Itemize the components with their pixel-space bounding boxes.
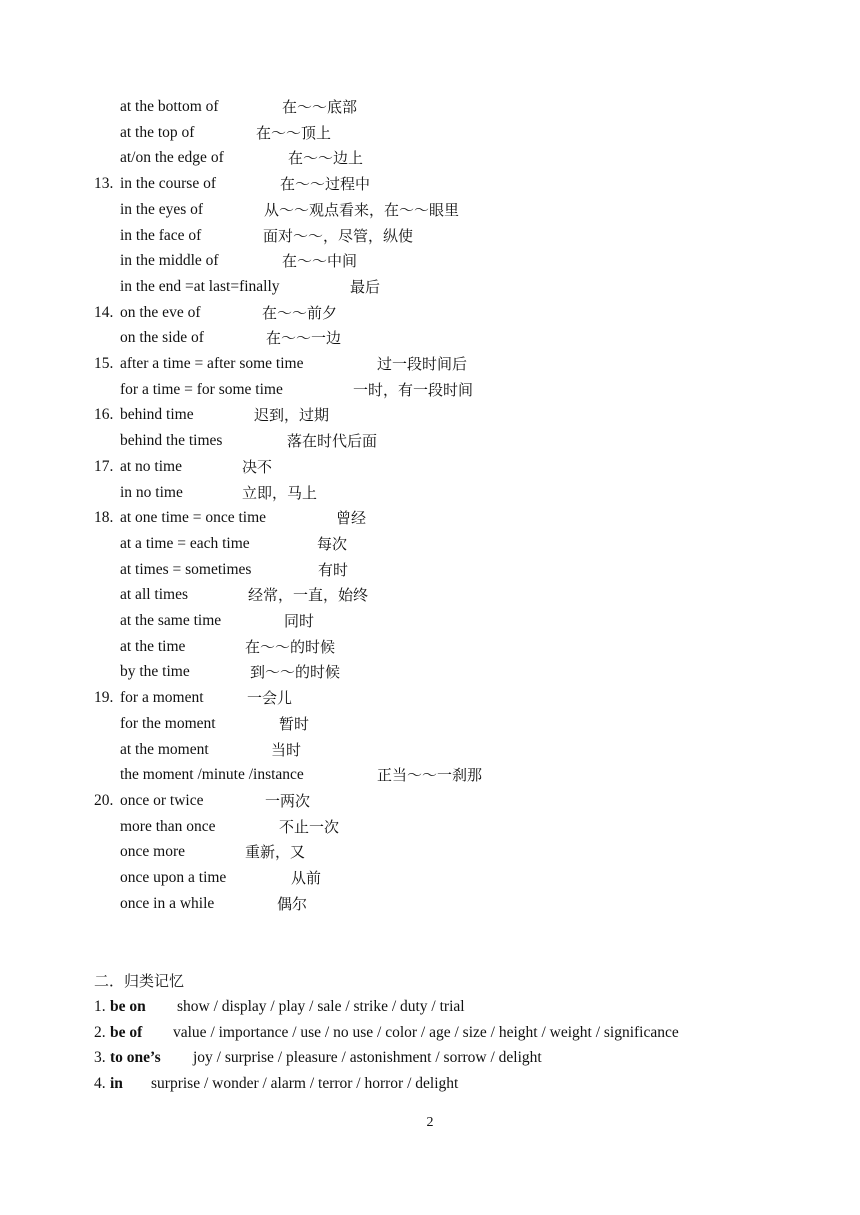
section-heading: 二．归类记忆 — [94, 972, 185, 990]
english-phrase: once more — [120, 843, 185, 861]
english-phrase: once or twice — [120, 791, 204, 809]
category-key: in — [110, 1075, 123, 1093]
english-phrase: in the course of — [120, 175, 216, 193]
entry-number: 13. — [94, 175, 114, 193]
chinese-meaning: 从前 — [291, 869, 322, 887]
english-phrase: at the bottom of — [120, 98, 219, 115]
entry-number: 15. — [94, 355, 114, 372]
english-phrase: at all times — [120, 586, 189, 604]
category-number: 1. — [94, 998, 106, 1015]
entry-number: 19. — [94, 689, 114, 707]
entry-number: 16. — [94, 406, 114, 424]
chinese-meaning: 在～～边上 — [288, 149, 364, 168]
chinese-meaning: 重新，又 — [245, 843, 306, 862]
chinese-meaning: 在～～底部 — [282, 98, 358, 116]
english-phrase: for the moment — [120, 714, 216, 732]
english-phrase: at the same time — [120, 612, 222, 629]
english-phrase: at a time = each time — [120, 534, 250, 552]
chinese-meaning: 过一段时间后 — [377, 355, 468, 373]
chinese-meaning: 经常，一直，始终 — [248, 586, 369, 605]
chinese-meaning: 从～～观点看来，在～～眼里 — [264, 200, 460, 219]
english-phrase: on the side of — [120, 329, 204, 347]
chinese-meaning: 落在时代后面 — [287, 432, 378, 451]
chinese-meaning: 到～～的时候 — [250, 663, 341, 682]
english-phrase: on the eve of — [120, 303, 201, 321]
chinese-meaning: 不止一次 — [279, 817, 340, 836]
category-key: be on — [110, 998, 146, 1015]
chinese-meaning: 同时 — [284, 612, 315, 630]
category-items: surprise / wonder / alarm / terror / horror / delight — [151, 1075, 459, 1093]
chinese-meaning: 在～～中间 — [282, 252, 358, 271]
english-phrase: in no time — [120, 483, 183, 501]
chinese-meaning: 一两次 — [265, 791, 311, 810]
chinese-meaning: 偶尔 — [277, 894, 308, 913]
entry-number: 14. — [94, 303, 114, 321]
category-number: 4. — [94, 1075, 106, 1093]
chinese-meaning: 一时，有一段时间 — [353, 380, 474, 399]
chinese-meaning: 面对～～，尽管，纵使 — [263, 226, 414, 245]
chinese-meaning: 正当～～一刹那 — [377, 766, 483, 785]
chinese-meaning: 曾经 — [336, 509, 367, 528]
chinese-meaning: 最后 — [350, 277, 381, 296]
english-phrase: the moment /minute /instance — [120, 766, 304, 784]
chinese-meaning: 有时 — [318, 560, 349, 579]
english-phrase: behind the times — [120, 432, 223, 450]
chinese-meaning: 暂时 — [279, 714, 310, 733]
chinese-meaning: 在～～过程中 — [280, 175, 371, 194]
chinese-meaning: 在～～一边 — [266, 329, 342, 348]
category-number: 3. — [94, 1049, 106, 1067]
category-key: be of — [110, 1023, 143, 1041]
english-phrase: behind time — [120, 406, 194, 424]
category-number: 2. — [94, 1023, 106, 1041]
english-phrase: at/on the edge of — [120, 149, 224, 167]
english-phrase: after a time = after some time — [120, 355, 304, 372]
english-phrase: at the moment — [120, 740, 209, 758]
english-phrase: for a time = for some time — [120, 380, 283, 398]
english-phrase: at times = sometimes — [120, 560, 252, 578]
entry-number: 20. — [94, 791, 114, 809]
english-phrase: in the face of — [120, 226, 202, 244]
english-phrase: once upon a time — [120, 869, 227, 886]
english-phrase: more than once — [120, 817, 216, 835]
chinese-meaning: 一会儿 — [247, 689, 293, 708]
entry-number: 17. — [94, 457, 114, 475]
entry-number: 18. — [94, 509, 114, 527]
english-phrase: in the end =at last=finally — [120, 277, 280, 295]
english-phrase: in the eyes of — [120, 200, 204, 218]
english-phrase: at no time — [120, 457, 182, 475]
category-key: to one’s — [110, 1049, 161, 1067]
chinese-meaning: 在～～顶上 — [256, 123, 332, 142]
chinese-meaning: 迟到，过期 — [254, 406, 330, 425]
chinese-meaning: 在～～前夕 — [262, 303, 338, 322]
english-phrase: in the middle of — [120, 252, 219, 270]
chinese-meaning: 立即，马上 — [242, 483, 318, 502]
chinese-meaning: 每次 — [317, 534, 348, 553]
page-number: 2 — [426, 1115, 434, 1130]
chinese-meaning: 当时 — [271, 740, 302, 759]
english-phrase: at one time = once time — [120, 509, 267, 527]
chinese-meaning: 决不 — [242, 457, 273, 476]
english-phrase: at the time — [120, 637, 186, 655]
english-phrase: for a moment — [120, 689, 204, 707]
chinese-meaning: 在～～的时候 — [245, 637, 336, 656]
english-phrase: by the time — [120, 663, 190, 681]
category-items: joy / surprise / pleasure / astonishment / sorrow / delight — [193, 1049, 542, 1067]
category-items: show / display / play / sale / strike / duty / trial — [177, 998, 465, 1015]
category-items: value / importance / use / no use / color / age / size / height / weight / significance — [173, 1023, 679, 1041]
english-phrase: once in a while — [120, 894, 215, 912]
english-phrase: at the top of — [120, 123, 195, 141]
